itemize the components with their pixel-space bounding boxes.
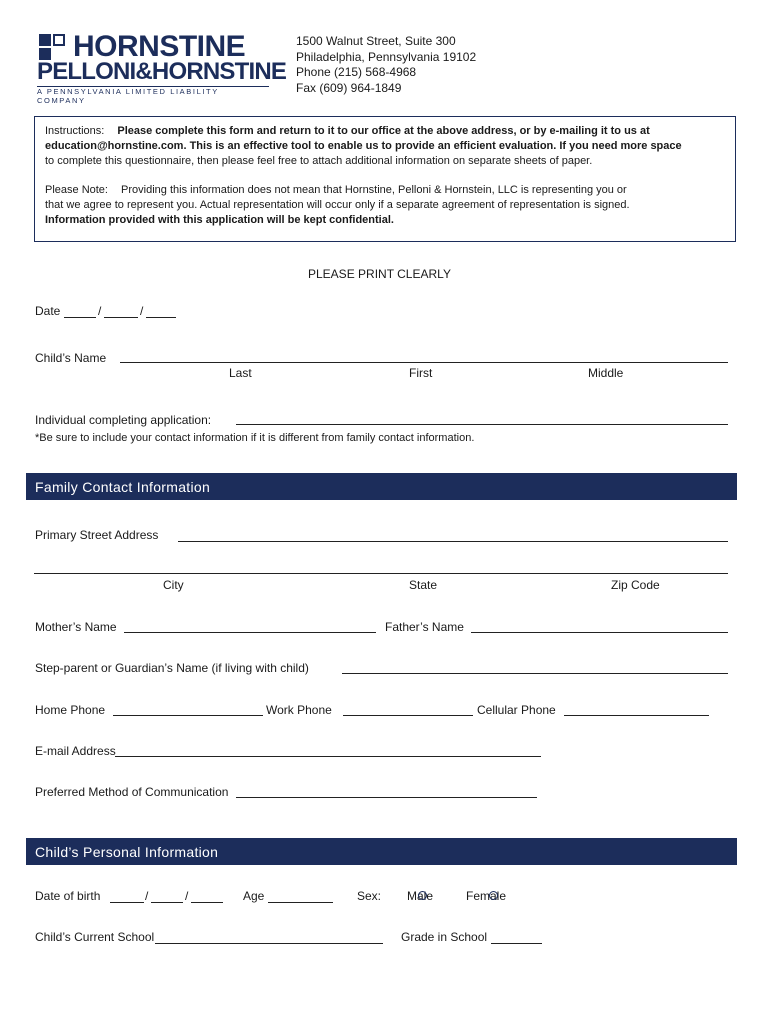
date-month-field[interactable]	[64, 317, 96, 318]
female-option-label: Female	[466, 889, 507, 903]
work-phone-label: Work Phone	[266, 703, 332, 717]
childs-name-label: Child’s Name	[35, 351, 107, 365]
dob-month-field[interactable]	[110, 902, 144, 903]
logo-wordmark-line1: HORNSTINE	[73, 30, 246, 63]
company-logo	[37, 30, 287, 105]
date-separator: /	[140, 304, 144, 318]
zip-code-caption: Zip Code	[611, 578, 660, 592]
name-first-caption: First	[409, 366, 433, 380]
family-contact-section-header	[26, 473, 737, 500]
grade-in-school-label: Grade in School	[401, 930, 488, 944]
date-label: Date	[35, 304, 61, 318]
male-option-label: Male	[407, 889, 434, 903]
print-clearly-heading: PLEASE PRINT CLEARLY	[308, 267, 451, 281]
confidentiality-notice: Information provided with this application will be kept confidential.	[45, 214, 394, 226]
mothers-name-label: Mother’s Name	[35, 620, 117, 634]
guardian-name-label: Step-parent or Guardian’s Name (if living with child)	[35, 661, 309, 675]
current-school-label: Child’s Current School	[35, 930, 155, 944]
child-personal-section-header	[26, 838, 737, 865]
logo-wordmark-line2: PELLONI&HORNSTINE	[37, 58, 287, 85]
home-phone-field[interactable]	[113, 715, 263, 716]
note-label: Please Note:	[45, 184, 108, 196]
dob-day-field[interactable]	[151, 902, 183, 903]
city-state-zip-field[interactable]	[34, 573, 728, 574]
instructions-box	[34, 116, 736, 242]
instructions-line-2: education@hornstine.com. This is an effective tool to enable us to provide an efficient evaluation. If you need more space	[45, 140, 682, 152]
note-line-1	[45, 184, 627, 196]
street-address-label: Primary Street Address	[35, 528, 159, 542]
preferred-communication-label: Preferred Method of Communication	[35, 785, 229, 799]
name-last-caption: Last	[229, 366, 252, 380]
logo-tagline: A PENNSYLVANIA LIMITED LIABILITY COMPANY	[37, 87, 219, 105]
dob-separator: /	[145, 889, 149, 903]
childs-name-field[interactable]	[120, 362, 728, 363]
guardian-name-field[interactable]	[342, 673, 728, 674]
date-of-birth-label: Date of birth	[35, 889, 101, 903]
address-line-1: 1500 Walnut Street, Suite 300	[296, 34, 456, 48]
state-caption: State	[409, 578, 438, 592]
sex-label: Sex:	[357, 889, 382, 903]
email-address-label: E-mail Address	[35, 744, 116, 758]
family-contact-section-title: Family Contact Information	[35, 479, 211, 495]
contact-info-note: *Be sure to include your contact information if it is different from family contact information.	[35, 432, 475, 444]
preferred-communication-field[interactable]	[236, 797, 537, 798]
grade-in-school-field[interactable]	[491, 943, 542, 944]
phone-number: Phone (215) 568-4968	[296, 65, 417, 79]
email-address-field[interactable]	[115, 756, 541, 757]
age-field[interactable]	[268, 902, 333, 903]
date-separator: /	[98, 304, 102, 318]
instructions-line-1	[45, 125, 650, 137]
child-personal-section-title: Child’s Personal Information	[35, 844, 219, 860]
cellular-phone-label: Cellular Phone	[477, 703, 556, 717]
note-text-1: Providing this information does not mean that Hornstine, Pelloni & Hornstein, LLC is representing you or	[121, 184, 627, 196]
instructions-label: Instructions:	[45, 125, 105, 137]
individual-completing-field[interactable]	[236, 424, 728, 425]
mothers-name-field[interactable]	[124, 632, 376, 633]
date-day-field[interactable]	[104, 317, 138, 318]
cellular-phone-field[interactable]	[564, 715, 709, 716]
logo-mark-icon	[39, 34, 69, 60]
fathers-name-label: Father’s Name	[385, 620, 464, 634]
instructions-text-1: Please complete this form and return to it to our office at the above address, or by e-mailing it to us at	[117, 125, 650, 137]
current-school-field[interactable]	[155, 943, 383, 944]
dob-year-field[interactable]	[191, 902, 223, 903]
note-line-2: that we agree to represent you. Actual representation will occur only if a separate agreement of representation is signed.	[45, 199, 630, 211]
instructions-line-3: to complete this questionnaire, then please feel free to attach additional information on separate sheets of paper.	[45, 155, 593, 167]
home-phone-label: Home Phone	[35, 703, 106, 717]
fax-number: Fax (609) 964-1849	[296, 80, 402, 95]
individual-completing-label: Individual completing application:	[35, 413, 212, 427]
firm-address-block	[296, 34, 476, 96]
date-year-field[interactable]	[146, 317, 176, 318]
street-address-field[interactable]	[178, 541, 728, 542]
name-middle-caption: Middle	[588, 366, 624, 380]
work-phone-field[interactable]	[343, 715, 473, 716]
address-line-2: Philadelphia, Pennsylvania 19102	[296, 49, 477, 64]
city-caption: City	[163, 578, 184, 592]
age-label: Age	[243, 889, 265, 903]
female-radio[interactable]	[489, 891, 498, 900]
fathers-name-field[interactable]	[471, 632, 728, 633]
male-radio[interactable]	[418, 891, 427, 900]
dob-separator: /	[185, 889, 189, 903]
